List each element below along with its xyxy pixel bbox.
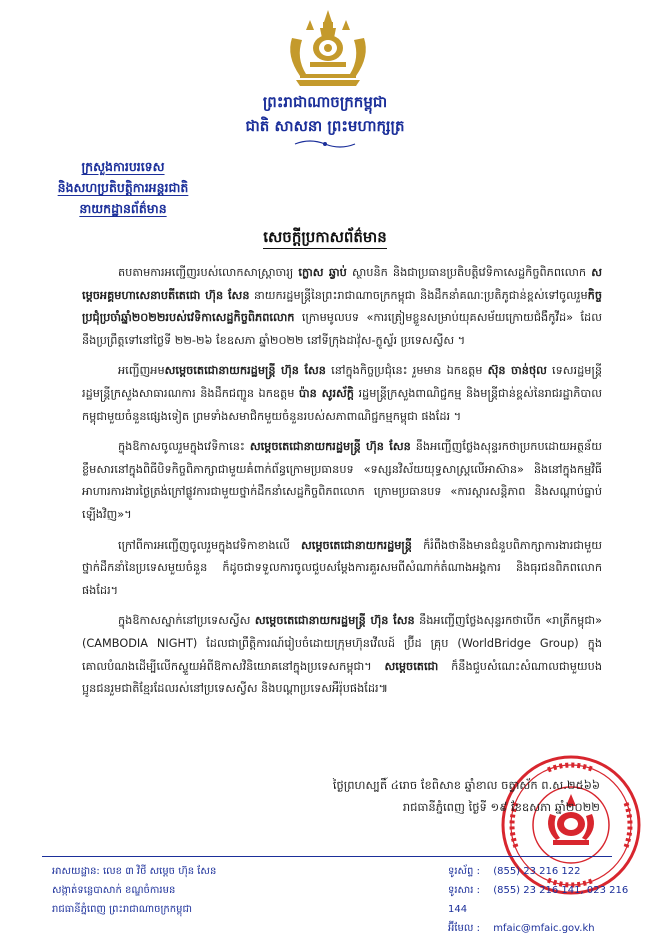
phone-row	[448, 862, 650, 881]
paragraph-1-text-c: នាយករដ្ឋមន្ត្រីនៃព្រះរាជាណាចក្រកម្ពុជា និងដឹកនាំគណៈប្រតិភូជាន់ខ្ពស់ទៅចូលរួម	[249, 288, 588, 302]
department-name: នាយកដ្ឋានព័ត៌មាន	[79, 201, 167, 216]
paragraph-5-text-b: នឹងអញ្ជើញថ្លែងសុន្ទរកថាបើក «រាត្រីកម្ពុជា» (CAMBODIA NIGHT) ដែលជាព្រឹត្តិការណ៍រៀបចំដោយក្រុមហ៊ុនវើលដ៍ ប្រ៊ីដ គ្រុប (WorldBridge Group) ក្នុងគោលបំណងដើម្បីលើកស្ទួយអំពីឱកាសវិនិយោគនៅក្នុងប្រទេសកម្ពុជា។	[82, 614, 603, 673]
paragraph-4	[82, 535, 602, 603]
paragraph-2-bold-b: ស៊ុន ចាន់ថុល	[487, 364, 547, 378]
paragraph-1-text-a: តបតាមការអញ្ជើញរបស់លោកសាស្ត្រាចារ្យ	[118, 266, 299, 279]
footer-contacts	[448, 862, 650, 938]
email-row	[448, 919, 650, 938]
paragraph-5-bold-a: សម្តេចតេជោនាយករដ្ឋមន្ត្រី ហ៊ុន សែន	[254, 614, 415, 628]
paragraph-2-text-d: រដ្ឋមន្ត្រីក្រសួងពាណិជ្ជកម្ម និងមន្ត្រីជាន់ខ្ពស់នៃរាជរដ្ឋាភិបាលកម្ពុជាមួយចំនួនផ្សេងទៀត ព្រមទាំងសមាជិកមួយចំនួនរបស់សភាពាណិជ្ជកម្មកម្ពុជា ផងដែរ ។	[82, 386, 602, 423]
paragraph-1-bold-b: សម្តេចអគ្គមហាសេនាបតីតេជោ ហ៊ុន សែន	[82, 266, 602, 302]
document-title-text: សេចក្តីប្រកាសព័ត៌មាន	[263, 228, 387, 249]
fax-number[interactable]: (855) 23 216 141, 023 216 144	[448, 885, 629, 915]
paragraph-3	[82, 436, 602, 526]
paragraph-1-bold-a: ក្លោស ឆ្វាប់	[298, 266, 347, 279]
paragraph-5-bold-b: សម្តេចតេជោ	[384, 659, 439, 673]
ornament-divider	[293, 139, 357, 149]
paragraph-5-text-c: ក៏នឹងជួបសំណេះសំណាលជាមួយបងប្អូនជនរួមជាតិខ្មែរដែលរស់នៅប្រទេសស្វីស និងបណ្តាប្រទេសអឺរ៉ុបផងដែរ៕	[82, 659, 602, 696]
paragraph-3-bold-a: សម្តេចតេជោនាយករដ្ឋមន្ត្រី ហ៊ុន សែន	[249, 440, 411, 454]
address-line-2: សង្កាត់ទន្លេបាសាក់ ខណ្ឌចំការមន	[52, 885, 176, 896]
ministry-name-line1: ក្រសួងការបរទេស	[81, 159, 165, 174]
phone-number[interactable]: (855) 23 216 122	[493, 866, 581, 877]
footer-address	[52, 862, 216, 919]
paragraph-2	[82, 360, 602, 428]
kingdom-title: ព្រះរាជាណាចក្រកម្ពុជា	[262, 93, 388, 111]
address-line-3: រាជធានីភ្នំពេញ ព្រះរាជាណាចក្រកម្ពុជា	[52, 904, 192, 915]
paragraph-4-bold-a: សម្តេចតេជោនាយករដ្ឋមន្ត្រី	[301, 538, 412, 552]
paragraph-3-text-b: នឹងអញ្ជើញថ្លែងសុន្ទរកថាប្រកបដោយអត្ថន័យខ្លឹមសារនៅក្នុងពិធីបិទកិច្ចពិភាក្សាជាមួយគំពាក់ព័ន្ធក្រោមប្រធានបទ «ទស្សនវិស័យយុទ្ធសាស្ត្រលើអាស៊ាន» និងនៅក្នុងកម្មវិធីអាហារការងារថ្ងៃត្រង់ក្រៅផ្លូវការជាមួយថ្នាក់ដឹកនាំសេដ្ឋកិច្ចពិភពលោក ក្រោមប្រធានបទ «ការស្តារសន្តិភាព និងសណ្តាប់ធ្នាប់ឡើងវិញ»។	[82, 440, 602, 521]
paragraph-1-text-b: ស្ថាបនិក និងជាប្រធានប្រតិបត្តិវេទិកាសេដ្ឋកិច្ចពិភពលោក	[346, 266, 592, 279]
email-address[interactable]: mfaic@mfaic.gov.kh	[493, 923, 595, 934]
paragraph-5	[82, 610, 602, 700]
solar-date: រាជធានីភ្នំពេញ ថ្ងៃទី ១៩ ខែឧសភា ឆ្នាំ២០២២	[402, 800, 600, 814]
ministry-header	[28, 156, 218, 219]
paragraph-5-text-a: ក្នុងឱកាសស្នាក់នៅប្រទេសស្វីស	[118, 614, 255, 628]
paragraph-2-text-a: អញ្ជើញអម	[118, 364, 165, 378]
date-block	[305, 774, 600, 818]
document-title	[0, 228, 650, 250]
address-line-1: អាសយដ្ឋាន: លេខ ៣ វិថី សម្តេច ហ៊ុន សែន	[52, 866, 217, 877]
paragraph-2-text-b: នៅក្នុងកិច្ចប្រជុំនេះ រួមមាន ឯកឧត្តម	[325, 364, 488, 378]
fax-label: ទូរសារ :	[448, 885, 480, 896]
paragraph-2-text-c: ទេសរដ្ឋមន្ត្រី រដ្ឋមន្ត្រីក្រសួងសាធារណការ និងដឹកជញ្ជូន ឯកឧត្តម	[82, 364, 603, 400]
paragraph-3-text-a: ក្នុងឱកាសចូលរួមក្នុងវេទិកានេះ	[118, 440, 250, 454]
paragraph-1-bold-c: កិច្ចប្រជុំប្រចាំឆ្នាំ២០២២របស់វេទិកាសេដ្ឋកិច្ចពិភពលោក	[82, 288, 602, 325]
press-release-body	[82, 262, 602, 709]
lunar-date: ថ្ងៃព្រហស្បតិ៍ ៤រោច ខែពិសាខ ឆ្នាំខាល ចត្វាស័ក ព.ស.២៥៦៦	[332, 778, 600, 792]
paragraph-2-bold-c: ប៉ាន សូរស័ក្តិ	[298, 386, 354, 400]
national-motto: ជាតិ សាសនា ព្រះមហាក្សត្រ	[245, 117, 405, 135]
fax-row	[448, 881, 650, 919]
royal-crest-emblem	[280, 8, 376, 88]
phone-label: ទូរស័ព្ទ :	[448, 866, 480, 877]
paragraph-4-text-a: ក្រៅពីការអញ្ជើញចូលរួមក្នុងវេទិកាខាងលើ	[118, 538, 302, 552]
email-label: អ៊ីមែល :	[448, 923, 480, 934]
paragraph-2-bold-a: សម្តេចតេជោនាយករដ្ឋមន្ត្រី ហ៊ុន សែន	[164, 364, 326, 378]
paragraph-4-text-b: ក៏រំពឹងថានឹងមានជំនួបពិភាក្សាការងារជាមួយថ្នាក់ដឹកនាំនៃប្រទេសមួយចំនួន ក៏ដូចជាទទួលការចូលជួបសម្តែងការគួរសមពីសំណាក់តំណាងអង្គការ និងធុរជនពិភពលោក ផងដែរ។	[82, 538, 602, 597]
ministry-name-line2: និងសហប្រតិបត្តិការអន្តរជាតិ	[57, 180, 189, 195]
paragraph-1	[82, 262, 602, 352]
paragraph-1-text-d: ក្រោមមូលបទ «ការត្រៀមខ្លួនសម្រាប់យុគសម័យក្រោយជំងឺកូវីដ» ដែលនឹងប្រព្រឹត្តទៅនៅថ្ងៃទី ២២-២៦ ខែឧសភា ឆ្នាំ២០២២ នៅទីក្រុងដាវ៉ុស-ក្លូស្ទ័រ ប្រទេសស្វីស ។	[82, 311, 602, 347]
footer-divider	[42, 856, 612, 857]
